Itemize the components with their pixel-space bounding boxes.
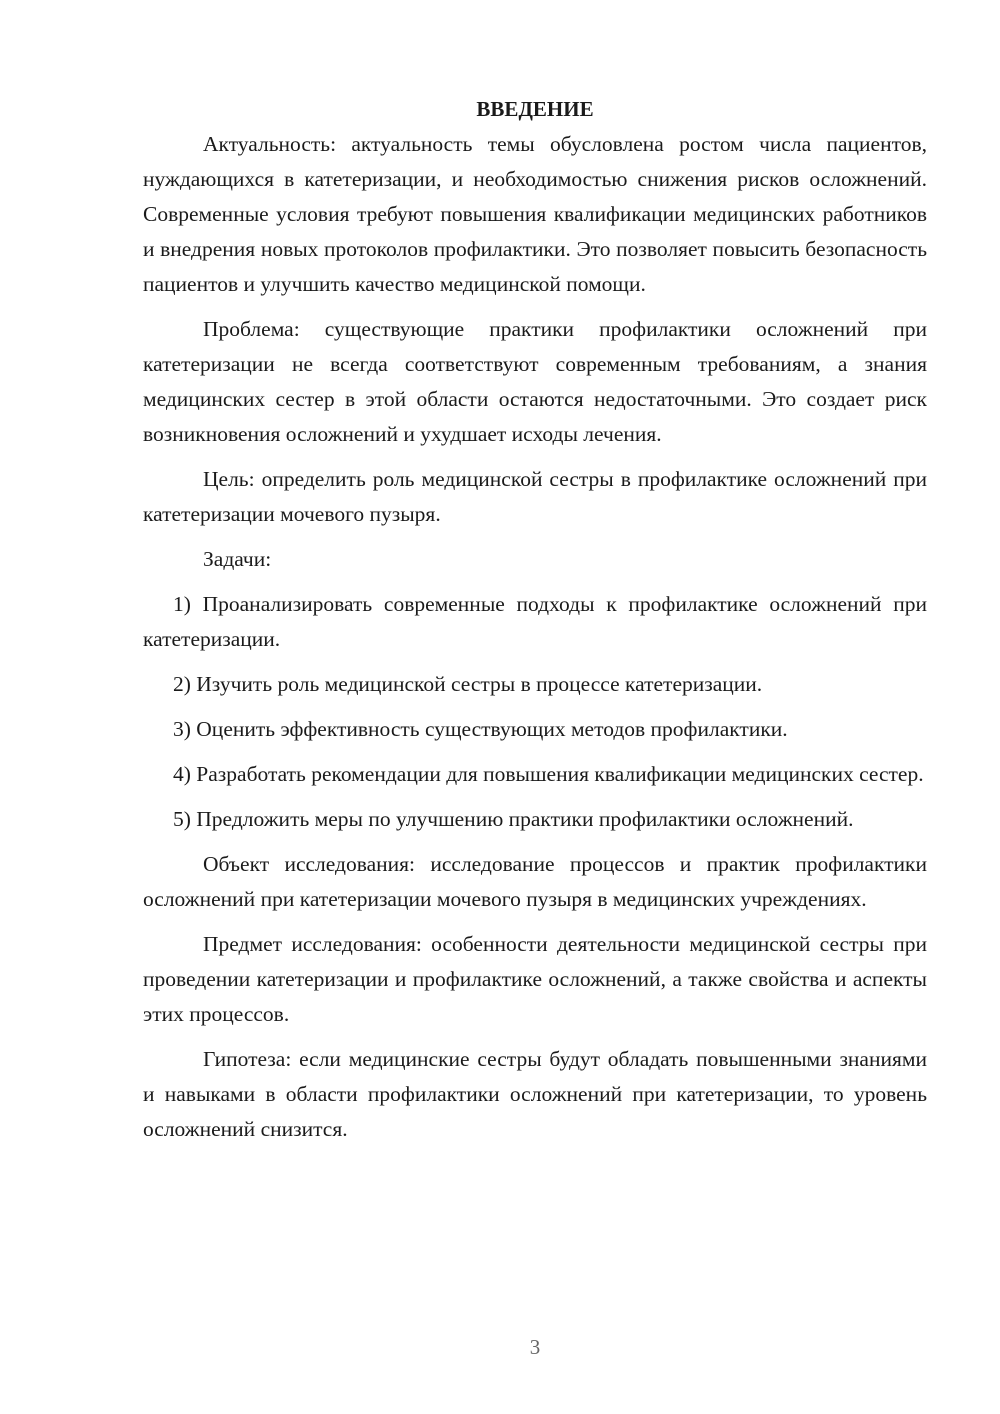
paragraph-goal: Цель: определить роль медицинской сестры в профилактике осложнений при катетеризации мочевого пузыря. (143, 467, 927, 526)
tasks-heading: Задачи: (203, 547, 272, 571)
task-item-3: 3) Оценить эффективность существующих методов профилактики. (173, 717, 788, 741)
page-number: 3 (529, 1335, 541, 1359)
task-item-2: 2) Изучить роль медицинской сестры в процессе катетеризации. (173, 672, 763, 696)
task-item-1: 1) Проанализировать современные подходы к профилактике осложнений при катетеризации. (143, 592, 927, 651)
task-item-4: 4) Разработать рекомендации для повышения квалификации медицинских сестер. (173, 762, 924, 786)
paragraph-problem: Проблема: существующие практики профилактики осложнений при катетеризации не всегда соответствуют современным требованиям, а знания медицинских сестер в этой области остаются недостаточными. Это создает риск возникновения осложнений и ухудшает исходы лечения. (143, 317, 927, 446)
section-title-text: ВВЕДЕНИЕ (476, 97, 594, 121)
paragraph-hypothesis: Гипотеза: если медицинские сестры будут обладать повышенными знаниями и навыками в области профилактики осложнений при катетеризации, то уровень осложнений снизится. (143, 1047, 927, 1141)
document-page (143, 92, 927, 1147)
paragraph-object: Объект исследования: исследование процессов и практик профилактики осложнений при катетеризации мочевого пузыря в медицинских учреждениях. (143, 852, 927, 911)
section-title (143, 92, 927, 127)
paragraph-subject: Предмет исследования: особенности деятельности медицинской сестры при проведении катетеризации и профилактике осложнений, а также свойства и аспекты этих процессов. (143, 932, 927, 1026)
paragraph-relevance: Актуальность: актуальность темы обусловлена ростом числа пациентов, нуждающихся в катетеризации, и необходимостью снижения рисков осложнений. Современные условия требуют повышения квалификации медицинских работников и внедрения новых протоколов профилактики. Это позволяет повысить безопасность пациентов и улучшить качество медицинской помощи. (143, 132, 927, 296)
task-item-5: 5) Предложить меры по улучшению практики профилактики осложнений. (173, 807, 854, 831)
